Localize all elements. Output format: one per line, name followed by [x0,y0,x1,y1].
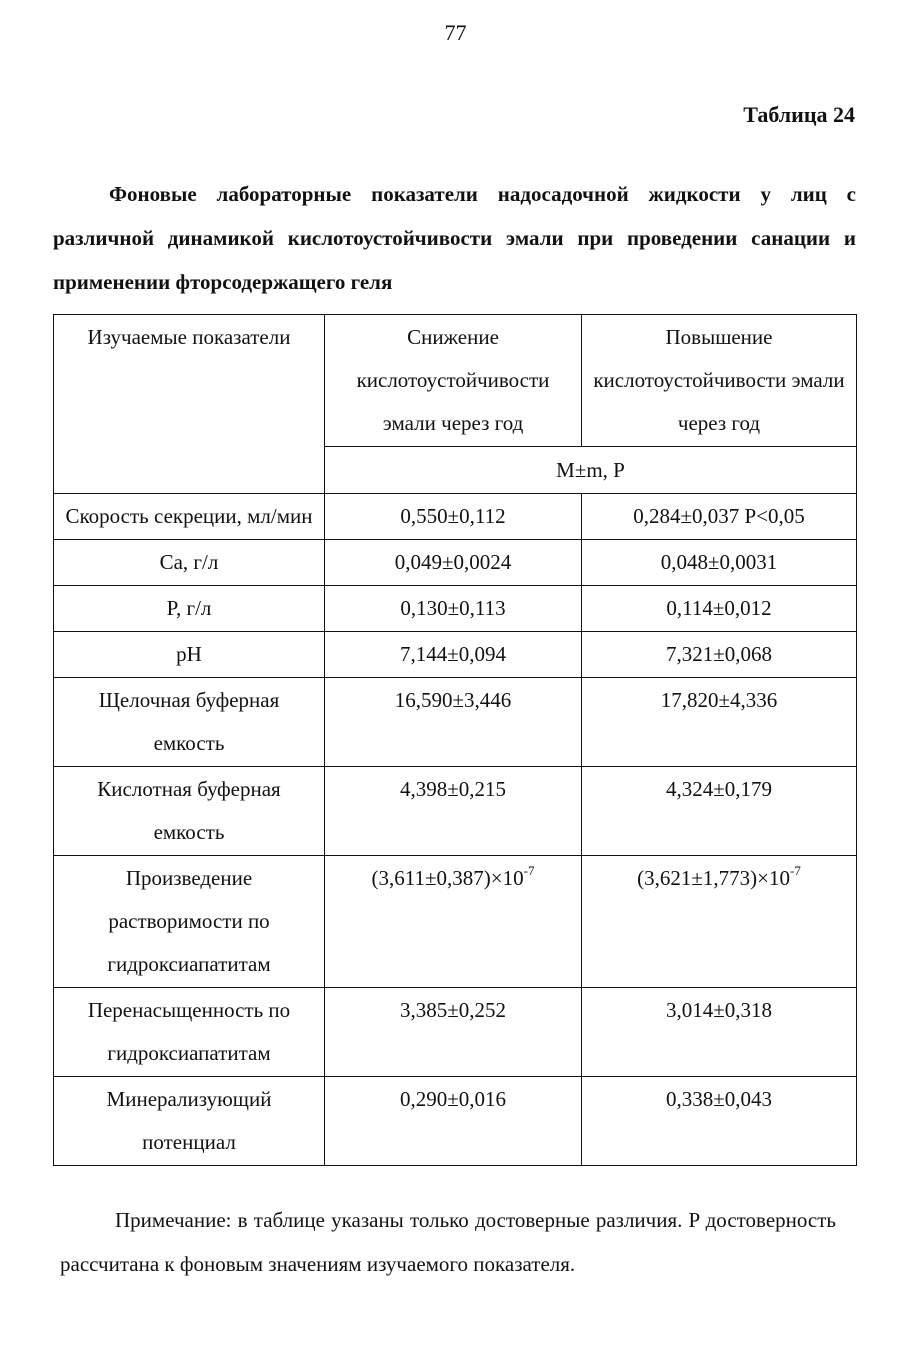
table-row [54,586,857,632]
row-col2 [582,856,857,988]
header-col2: Повышение кислотоустойчивости эмали через год [582,315,857,447]
table-row [54,678,857,767]
row-col1: 0,130±0,113 [325,586,582,632]
table-row [54,1077,857,1166]
row-col1: 0,290±0,016 [325,1077,582,1166]
table-row [54,856,857,988]
row-col1 [325,856,582,988]
row-col2: 0,338±0,043 [582,1077,857,1166]
page-number: 77 [444,20,467,45]
row-col1: 3,385±0,252 [325,988,582,1077]
header-units: M±m, P [325,447,857,494]
row-param: Произведение растворимости по гидроксиапатитам [54,856,325,988]
row-param: Кислотная буферная емкость [54,767,325,856]
table-row [54,494,857,540]
value-base: (3,621±1,773)×10 [637,866,790,890]
row-col2: 7,321±0,068 [582,632,857,678]
row-param: Перенасыщенность по гидроксиапатитам [54,988,325,1077]
row-col2: 17,820±4,336 [582,678,857,767]
row-col1: 16,590±3,446 [325,678,582,767]
header-col1: Снижение кислотоустойчивости эмали через год [325,315,582,447]
row-col2: 0,284±0,037 P<0,05 [582,494,857,540]
row-param: Ca, г/л [54,540,325,586]
row-col1: 4,398±0,215 [325,767,582,856]
table-row [54,767,857,856]
table-caption: Фоновые лабораторные показатели надосадочной жидкости у лиц с различной динамикой кислотоустойчивости эмали при проведении санации и применении фторсодержащего геля [53,182,856,294]
table-row [54,632,857,678]
row-col1: 0,550±0,112 [325,494,582,540]
row-col1: 0,049±0,0024 [325,540,582,586]
table-label: Таблица 24 [743,102,855,127]
value-exponent: -7 [523,863,535,878]
row-col2: 0,048±0,0031 [582,540,857,586]
value-base: (3,611±0,387)×10 [371,866,524,890]
table-row [54,540,857,586]
row-param: P, г/л [54,586,325,632]
data-table [53,314,857,1166]
row-col2: 0,114±0,012 [582,586,857,632]
row-param: Щелочная буферная емкость [54,678,325,767]
table-note: Примечание: в таблице указаны только достоверные различия. P достоверность рассчитана к фоновым значениям изучаемого показателя. [60,1208,836,1276]
row-col1: 7,144±0,094 [325,632,582,678]
table-row [54,988,857,1077]
row-col2: 3,014±0,318 [582,988,857,1077]
header-param: Изучаемые показатели [54,315,325,494]
row-col2: 4,324±0,179 [582,767,857,856]
value-exponent: -7 [790,863,801,878]
row-param: pH [54,632,325,678]
row-param: Скорость секреции, мл/мин [54,494,325,540]
row-param: Минерализующий потенциал [54,1077,325,1166]
table-header-row [54,315,857,447]
